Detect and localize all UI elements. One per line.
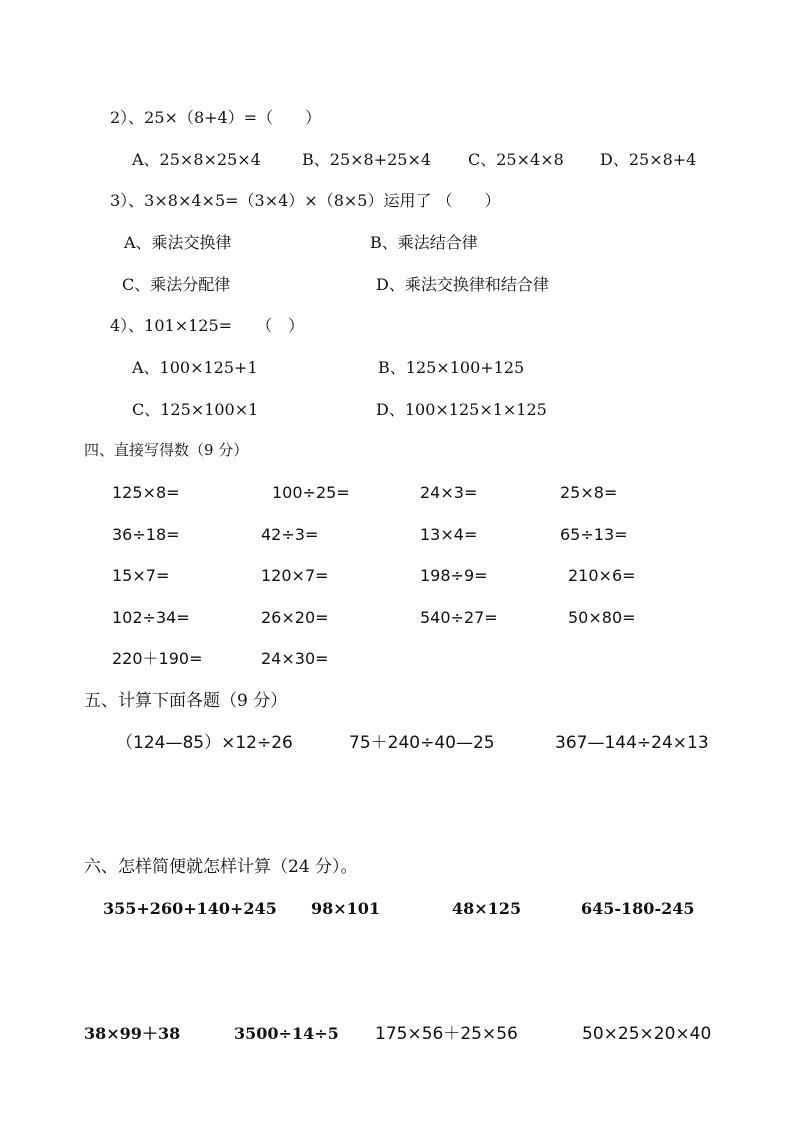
question-4-option-c: C、125×100×1 xyxy=(132,400,259,419)
oral-item: 50×80= xyxy=(568,608,636,627)
oral-item: 120×7= xyxy=(261,566,329,585)
oral-item: 36÷18= xyxy=(112,525,180,544)
oral-item: 15×7= xyxy=(112,566,170,585)
simplify-item: 48×125 xyxy=(452,899,522,918)
oral-item: 102÷34= xyxy=(112,608,190,627)
question-4-option-b: B、125×100+125 xyxy=(378,358,525,377)
question-2-option-b: B、25×8+25×4 xyxy=(302,150,432,169)
oral-item: 198÷9= xyxy=(420,566,488,585)
simplify-item: 645-180-245 xyxy=(581,899,695,918)
question-3-option-d: D、乘法交换律和结合律 xyxy=(376,275,549,294)
oral-item: 125×8= xyxy=(112,483,180,502)
simplify-item: 98×101 xyxy=(311,899,381,918)
calc-item: （124—85）×12÷26 xyxy=(116,733,293,753)
oral-item: 65÷13= xyxy=(560,525,628,544)
question-3-option-b: B、乘法结合律 xyxy=(370,233,478,252)
oral-item: 42÷3= xyxy=(261,525,319,544)
calc-item: 75＋240÷40—25 xyxy=(349,733,495,753)
question-4-stem: 4）、101×125= （ ） xyxy=(110,316,305,335)
oral-item: 24×30= xyxy=(261,649,329,668)
oral-item: 220＋190= xyxy=(112,649,203,668)
question-4-option-a: A、100×125+1 xyxy=(132,358,258,377)
oral-item: 210×6= xyxy=(568,566,636,585)
section-5-title: 五、计算下面各题（9 分） xyxy=(84,691,288,711)
section-4-title: 四、直接写得数（9 分） xyxy=(84,441,249,459)
question-3-option-a: A、乘法交换律 xyxy=(124,233,232,252)
simplify-item: 3500÷14÷5 xyxy=(234,1024,339,1043)
question-3-option-c: C、乘法分配律 xyxy=(122,275,231,294)
simplify-item: 38×99＋38 xyxy=(84,1024,181,1043)
oral-item: 13×4= xyxy=(420,525,478,544)
question-4-option-d: D、100×125×1×125 xyxy=(376,400,547,419)
simplify-item: 50×25×20×40 xyxy=(582,1024,712,1044)
question-3-stem: 3）、3×8×4×5=（3×4）×（8×5）运用了 （ ） xyxy=(110,191,501,210)
section-6-title: 六、怎样简便就怎样计算（24 分）。 xyxy=(84,857,358,877)
question-2-stem: 2）、25×（8+4）=（ ） xyxy=(110,108,322,127)
question-2-option-a: A、25×8×25×4 xyxy=(132,150,261,169)
oral-item: 25×8= xyxy=(560,483,618,502)
oral-item: 26×20= xyxy=(261,608,329,627)
calc-item: 367—144÷24×13 xyxy=(555,733,709,753)
oral-item: 24×3= xyxy=(420,483,478,502)
question-2-option-d: D、25×8+4 xyxy=(600,150,697,169)
oral-item: 100÷25= xyxy=(272,483,350,502)
question-2-option-c: C、25×4×8 xyxy=(468,150,564,169)
simplify-item: 175×56＋25×56 xyxy=(375,1024,518,1044)
oral-item: 540÷27= xyxy=(420,608,498,627)
simplify-item: 355+260+140+245 xyxy=(103,899,277,918)
